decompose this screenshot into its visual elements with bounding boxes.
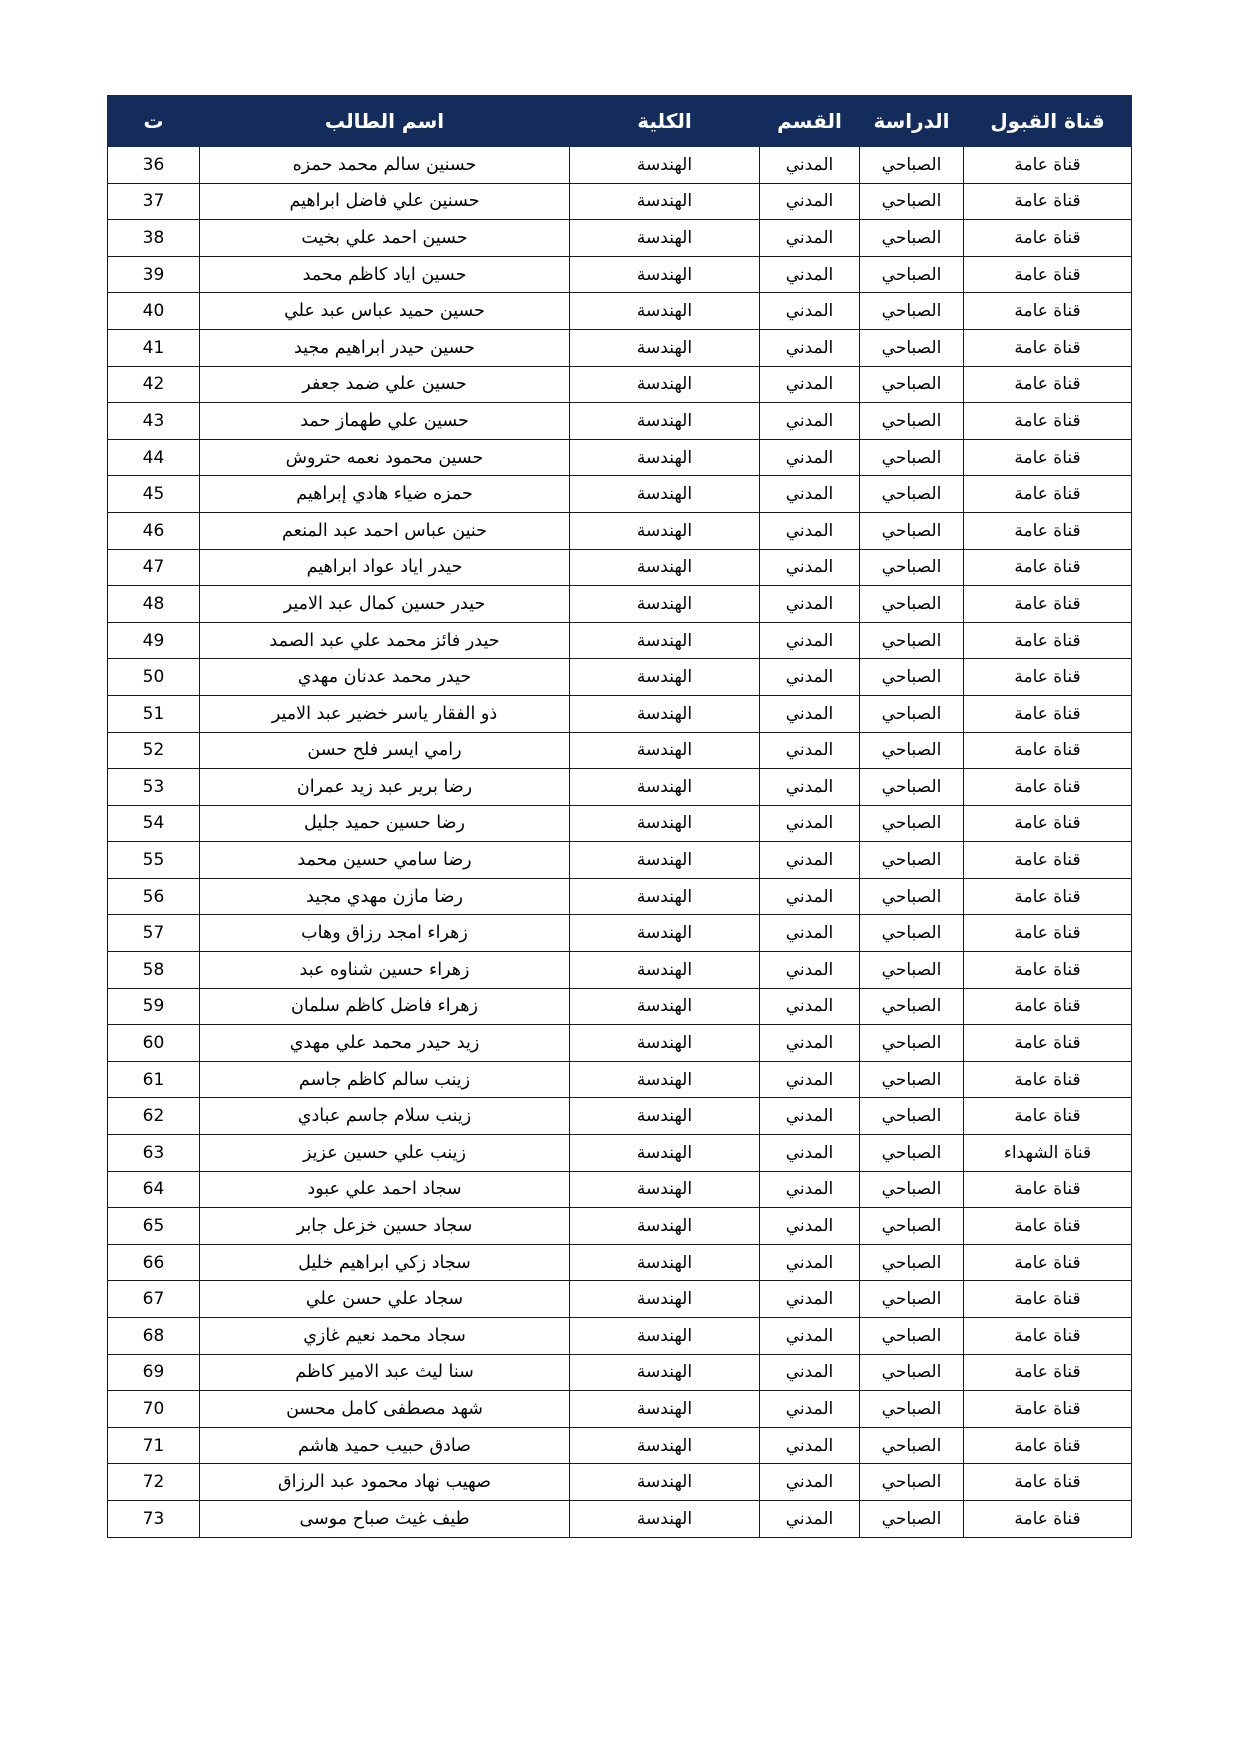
cell-channel: قناة عامة <box>964 622 1132 659</box>
cell-study: الصباحي <box>860 1427 964 1464</box>
cell-study: الصباحي <box>860 1135 964 1172</box>
cell-student-name: زهراء فاضل كاظم سلمان <box>200 988 570 1025</box>
cell-student-name: حيدر فائز محمد علي عبد الصمد <box>200 622 570 659</box>
cell-dept: المدني <box>760 878 860 915</box>
table-row <box>108 1464 1132 1501</box>
cell-student-name: سجاد احمد علي عبود <box>200 1171 570 1208</box>
cell-dept: المدني <box>760 915 860 952</box>
cell-college: الهندسة <box>570 1354 760 1391</box>
table-body <box>108 147 1132 1538</box>
column-header-name: اسم الطالب <box>200 96 570 147</box>
cell-channel: قناة عامة <box>964 366 1132 403</box>
cell-dept: المدني <box>760 1464 860 1501</box>
cell-college: الهندسة <box>570 220 760 257</box>
column-header-index: ت <box>108 96 200 147</box>
cell-index: 36 <box>108 147 200 184</box>
cell-index: 47 <box>108 549 200 586</box>
cell-channel: قناة عامة <box>964 512 1132 549</box>
cell-student-name: حسين علي ضمد جعفر <box>200 366 570 403</box>
table-row <box>108 256 1132 293</box>
cell-study: الصباحي <box>860 1171 964 1208</box>
cell-dept: المدني <box>760 1061 860 1098</box>
cell-index: 41 <box>108 329 200 366</box>
cell-index: 73 <box>108 1500 200 1537</box>
table-row <box>108 805 1132 842</box>
cell-student-name: سجاد حسين خزعل جابر <box>200 1208 570 1245</box>
cell-dept: المدني <box>760 183 860 220</box>
table-row <box>108 842 1132 879</box>
cell-index: 52 <box>108 732 200 769</box>
cell-index: 59 <box>108 988 200 1025</box>
cell-study: الصباحي <box>860 329 964 366</box>
cell-student-name: حسين اياد كاظم محمد <box>200 256 570 293</box>
cell-channel: قناة عامة <box>964 842 1132 879</box>
cell-study: الصباحي <box>860 878 964 915</box>
cell-student-name: زينب علي حسين عزيز <box>200 1135 570 1172</box>
table-row <box>108 1208 1132 1245</box>
cell-index: 43 <box>108 403 200 440</box>
cell-student-name: سنا ليث عبد الامير كاظم <box>200 1354 570 1391</box>
cell-dept: المدني <box>760 476 860 513</box>
cell-study: الصباحي <box>860 366 964 403</box>
table-row <box>108 988 1132 1025</box>
cell-student-name: حيدر اياد عواد ابراهيم <box>200 549 570 586</box>
table-row <box>108 476 1132 513</box>
cell-student-name: سجاد محمد نعيم غازي <box>200 1318 570 1355</box>
cell-study: الصباحي <box>860 512 964 549</box>
table-row <box>108 659 1132 696</box>
column-header-college: الكلية <box>570 96 760 147</box>
cell-index: 56 <box>108 878 200 915</box>
cell-index: 51 <box>108 695 200 732</box>
cell-study: الصباحي <box>860 256 964 293</box>
cell-college: الهندسة <box>570 1025 760 1062</box>
cell-student-name: زينب سالم كاظم جاسم <box>200 1061 570 1098</box>
column-header-channel: قناة القبول <box>964 96 1132 147</box>
cell-channel: قناة عامة <box>964 769 1132 806</box>
cell-student-name: ذو الفقار ياسر خضير عبد الامير <box>200 695 570 732</box>
cell-dept: المدني <box>760 732 860 769</box>
cell-dept: المدني <box>760 952 860 989</box>
cell-college: الهندسة <box>570 366 760 403</box>
cell-dept: المدني <box>760 549 860 586</box>
table-row <box>108 1391 1132 1428</box>
cell-dept: المدني <box>760 293 860 330</box>
cell-channel: قناة عامة <box>964 586 1132 623</box>
cell-study: الصباحي <box>860 1391 964 1428</box>
cell-student-name: شهد مصطفى كامل محسن <box>200 1391 570 1428</box>
cell-channel: قناة عامة <box>964 695 1132 732</box>
table-row <box>108 732 1132 769</box>
cell-index: 48 <box>108 586 200 623</box>
cell-study: الصباحي <box>860 732 964 769</box>
cell-dept: المدني <box>760 769 860 806</box>
cell-college: الهندسة <box>570 659 760 696</box>
cell-channel: قناة عامة <box>964 183 1132 220</box>
cell-index: 40 <box>108 293 200 330</box>
cell-student-name: حسين محمود نعمه حتروش <box>200 439 570 476</box>
cell-student-name: رضا سامي حسين محمد <box>200 842 570 879</box>
table-row <box>108 1354 1132 1391</box>
cell-study: الصباحي <box>860 1208 964 1245</box>
table-row <box>108 915 1132 952</box>
cell-college: الهندسة <box>570 1208 760 1245</box>
cell-channel: قناة عامة <box>964 220 1132 257</box>
cell-index: 69 <box>108 1354 200 1391</box>
cell-study: الصباحي <box>860 147 964 184</box>
cell-college: الهندسة <box>570 695 760 732</box>
cell-study: الصباحي <box>860 769 964 806</box>
cell-student-name: حسنين علي فاضل ابراهيم <box>200 183 570 220</box>
students-table <box>107 95 1132 1538</box>
cell-index: 72 <box>108 1464 200 1501</box>
cell-channel: قناة عامة <box>964 878 1132 915</box>
cell-college: الهندسة <box>570 1318 760 1355</box>
cell-study: الصباحي <box>860 586 964 623</box>
cell-college: الهندسة <box>570 732 760 769</box>
table-row <box>108 1427 1132 1464</box>
cell-study: الصباحي <box>860 1354 964 1391</box>
table-row <box>108 878 1132 915</box>
table-row <box>108 622 1132 659</box>
cell-student-name: زيد حيدر محمد علي مهدي <box>200 1025 570 1062</box>
cell-study: الصباحي <box>860 695 964 732</box>
cell-student-name: حمزه ضياء هادي إبراهيم <box>200 476 570 513</box>
cell-channel: قناة عامة <box>964 1025 1132 1062</box>
cell-college: الهندسة <box>570 403 760 440</box>
cell-student-name: حسين احمد علي بخيت <box>200 220 570 257</box>
table-row <box>108 952 1132 989</box>
cell-channel: قناة عامة <box>964 403 1132 440</box>
cell-college: الهندسة <box>570 769 760 806</box>
cell-college: الهندسة <box>570 1135 760 1172</box>
cell-study: الصباحي <box>860 842 964 879</box>
cell-college: الهندسة <box>570 1281 760 1318</box>
table-row <box>108 1098 1132 1135</box>
table-row <box>108 439 1132 476</box>
table-row <box>108 1318 1132 1355</box>
table-row <box>108 1061 1132 1098</box>
cell-channel: قناة عامة <box>964 1061 1132 1098</box>
cell-student-name: حيدر محمد عدنان مهدي <box>200 659 570 696</box>
cell-student-name: حسنين سالم محمد حمزه <box>200 147 570 184</box>
cell-index: 58 <box>108 952 200 989</box>
table-header <box>108 96 1132 147</box>
cell-study: الصباحي <box>860 183 964 220</box>
cell-channel: قناة عامة <box>964 256 1132 293</box>
cell-dept: المدني <box>760 586 860 623</box>
cell-study: الصباحي <box>860 439 964 476</box>
cell-index: 60 <box>108 1025 200 1062</box>
cell-student-name: رضا حسين حميد جليل <box>200 805 570 842</box>
table-row <box>108 1135 1132 1172</box>
cell-channel: قناة عامة <box>964 659 1132 696</box>
table-header-row <box>108 96 1132 147</box>
cell-index: 66 <box>108 1244 200 1281</box>
cell-study: الصباحي <box>860 1098 964 1135</box>
cell-college: الهندسة <box>570 805 760 842</box>
cell-dept: المدني <box>760 1208 860 1245</box>
cell-college: الهندسة <box>570 1464 760 1501</box>
cell-study: الصباحي <box>860 1464 964 1501</box>
cell-college: الهندسة <box>570 622 760 659</box>
cell-dept: المدني <box>760 439 860 476</box>
cell-dept: المدني <box>760 1098 860 1135</box>
cell-college: الهندسة <box>570 1244 760 1281</box>
cell-study: الصباحي <box>860 1500 964 1537</box>
cell-study: الصباحي <box>860 1061 964 1098</box>
cell-study: الصباحي <box>860 915 964 952</box>
table-row <box>108 293 1132 330</box>
cell-channel: قناة عامة <box>964 952 1132 989</box>
cell-student-name: سجاد زكي ابراهيم خليل <box>200 1244 570 1281</box>
cell-college: الهندسة <box>570 439 760 476</box>
cell-dept: المدني <box>760 1318 860 1355</box>
cell-dept: المدني <box>760 805 860 842</box>
cell-student-name: رضا مازن مهدي مجيد <box>200 878 570 915</box>
table-row <box>108 147 1132 184</box>
cell-study: الصباحي <box>860 1244 964 1281</box>
cell-dept: المدني <box>760 1281 860 1318</box>
cell-college: الهندسة <box>570 476 760 513</box>
cell-study: الصباحي <box>860 220 964 257</box>
cell-index: 67 <box>108 1281 200 1318</box>
cell-student-name: زينب سلام جاسم عبادي <box>200 1098 570 1135</box>
cell-channel: قناة عامة <box>964 732 1132 769</box>
cell-student-name: صهيب نهاد محمود عبد الرزاق <box>200 1464 570 1501</box>
cell-study: الصباحي <box>860 293 964 330</box>
cell-study: الصباحي <box>860 988 964 1025</box>
cell-channel: قناة عامة <box>964 476 1132 513</box>
table-row <box>108 1500 1132 1537</box>
cell-student-name: حسين حميد عباس عبد علي <box>200 293 570 330</box>
cell-college: الهندسة <box>570 1171 760 1208</box>
table-row <box>108 329 1132 366</box>
cell-index: 57 <box>108 915 200 952</box>
cell-channel: قناة عامة <box>964 293 1132 330</box>
cell-index: 70 <box>108 1391 200 1428</box>
cell-college: الهندسة <box>570 1098 760 1135</box>
cell-dept: المدني <box>760 1171 860 1208</box>
cell-student-name: رامي ايسر فلح حسن <box>200 732 570 769</box>
cell-student-name: سجاد علي حسن علي <box>200 1281 570 1318</box>
cell-college: الهندسة <box>570 988 760 1025</box>
table-row <box>108 769 1132 806</box>
cell-college: الهندسة <box>570 878 760 915</box>
cell-channel: قناة عامة <box>964 1500 1132 1537</box>
cell-college: الهندسة <box>570 1500 760 1537</box>
cell-dept: المدني <box>760 1500 860 1537</box>
cell-index: 50 <box>108 659 200 696</box>
cell-dept: المدني <box>760 1427 860 1464</box>
cell-student-name: طيف غيث صباح موسى <box>200 1500 570 1537</box>
cell-college: الهندسة <box>570 147 760 184</box>
table-row <box>108 1244 1132 1281</box>
cell-college: الهندسة <box>570 329 760 366</box>
cell-channel: قناة عامة <box>964 1208 1132 1245</box>
cell-dept: المدني <box>760 220 860 257</box>
cell-index: 46 <box>108 512 200 549</box>
cell-channel: قناة عامة <box>964 1427 1132 1464</box>
cell-channel: قناة عامة <box>964 1354 1132 1391</box>
cell-index: 45 <box>108 476 200 513</box>
cell-study: الصباحي <box>860 1318 964 1355</box>
cell-study: الصباحي <box>860 805 964 842</box>
cell-college: الهندسة <box>570 183 760 220</box>
cell-college: الهندسة <box>570 293 760 330</box>
cell-index: 53 <box>108 769 200 806</box>
cell-study: الصباحي <box>860 549 964 586</box>
cell-channel: قناة عامة <box>964 439 1132 476</box>
table-row <box>108 183 1132 220</box>
cell-dept: المدني <box>760 403 860 440</box>
cell-student-name: حنين عباس احمد عبد المنعم <box>200 512 570 549</box>
table-row <box>108 549 1132 586</box>
cell-index: 71 <box>108 1427 200 1464</box>
cell-student-name: حسين علي طهماز حمد <box>200 403 570 440</box>
table-row <box>108 1171 1132 1208</box>
cell-study: الصباحي <box>860 403 964 440</box>
cell-channel: قناة عامة <box>964 329 1132 366</box>
cell-channel: قناة عامة <box>964 1171 1132 1208</box>
cell-index: 65 <box>108 1208 200 1245</box>
cell-index: 62 <box>108 1098 200 1135</box>
cell-index: 64 <box>108 1171 200 1208</box>
cell-college: الهندسة <box>570 915 760 952</box>
cell-dept: المدني <box>760 147 860 184</box>
cell-channel: قناة عامة <box>964 915 1132 952</box>
cell-college: الهندسة <box>570 512 760 549</box>
cell-college: الهندسة <box>570 952 760 989</box>
cell-college: الهندسة <box>570 1061 760 1098</box>
cell-dept: المدني <box>760 695 860 732</box>
cell-index: 68 <box>108 1318 200 1355</box>
cell-college: الهندسة <box>570 586 760 623</box>
column-header-dept: القسم <box>760 96 860 147</box>
cell-dept: المدني <box>760 842 860 879</box>
cell-dept: المدني <box>760 1391 860 1428</box>
column-header-study: الدراسة <box>860 96 964 147</box>
cell-dept: المدني <box>760 622 860 659</box>
cell-dept: المدني <box>760 256 860 293</box>
cell-dept: المدني <box>760 329 860 366</box>
cell-channel: قناة عامة <box>964 1244 1132 1281</box>
table-row <box>108 403 1132 440</box>
cell-index: 63 <box>108 1135 200 1172</box>
cell-student-name: رضا برير عبد زيد عمران <box>200 769 570 806</box>
cell-dept: المدني <box>760 659 860 696</box>
table-row <box>108 512 1132 549</box>
cell-study: الصباحي <box>860 476 964 513</box>
cell-study: الصباحي <box>860 659 964 696</box>
table-row <box>108 366 1132 403</box>
cell-student-name: زهراء حسين شناوه عبد <box>200 952 570 989</box>
cell-student-name: زهراء امجد رزاق وهاب <box>200 915 570 952</box>
cell-college: الهندسة <box>570 549 760 586</box>
cell-index: 55 <box>108 842 200 879</box>
cell-channel: قناة عامة <box>964 988 1132 1025</box>
cell-dept: المدني <box>760 512 860 549</box>
cell-study: الصباحي <box>860 1281 964 1318</box>
cell-study: الصباحي <box>860 622 964 659</box>
table-row <box>108 1025 1132 1062</box>
cell-index: 42 <box>108 366 200 403</box>
cell-channel: قناة عامة <box>964 147 1132 184</box>
cell-channel: قناة عامة <box>964 1464 1132 1501</box>
cell-channel: قناة عامة <box>964 1098 1132 1135</box>
cell-channel: قناة عامة <box>964 1391 1132 1428</box>
cell-college: الهندسة <box>570 1391 760 1428</box>
cell-index: 61 <box>108 1061 200 1098</box>
cell-channel: قناة عامة <box>964 1281 1132 1318</box>
cell-study: الصباحي <box>860 1025 964 1062</box>
cell-student-name: حسين حيدر ابراهيم مجيد <box>200 329 570 366</box>
cell-dept: المدني <box>760 1354 860 1391</box>
cell-dept: المدني <box>760 1244 860 1281</box>
table-row <box>108 220 1132 257</box>
cell-index: 44 <box>108 439 200 476</box>
table-row <box>108 586 1132 623</box>
cell-index: 38 <box>108 220 200 257</box>
table-row <box>108 695 1132 732</box>
cell-channel: قناة عامة <box>964 805 1132 842</box>
cell-dept: المدني <box>760 1135 860 1172</box>
cell-index: 39 <box>108 256 200 293</box>
cell-dept: المدني <box>760 988 860 1025</box>
cell-college: الهندسة <box>570 256 760 293</box>
cell-dept: المدني <box>760 1025 860 1062</box>
cell-student-name: حيدر حسين كمال عبد الامير <box>200 586 570 623</box>
cell-college: الهندسة <box>570 1427 760 1464</box>
cell-channel: قناة عامة <box>964 1318 1132 1355</box>
cell-college: الهندسة <box>570 842 760 879</box>
cell-dept: المدني <box>760 366 860 403</box>
cell-channel: قناة عامة <box>964 549 1132 586</box>
cell-channel: قناة الشهداء <box>964 1135 1132 1172</box>
cell-index: 54 <box>108 805 200 842</box>
table-row <box>108 1281 1132 1318</box>
cell-index: 37 <box>108 183 200 220</box>
cell-index: 49 <box>108 622 200 659</box>
cell-study: الصباحي <box>860 952 964 989</box>
cell-student-name: صادق حبيب حميد هاشم <box>200 1427 570 1464</box>
